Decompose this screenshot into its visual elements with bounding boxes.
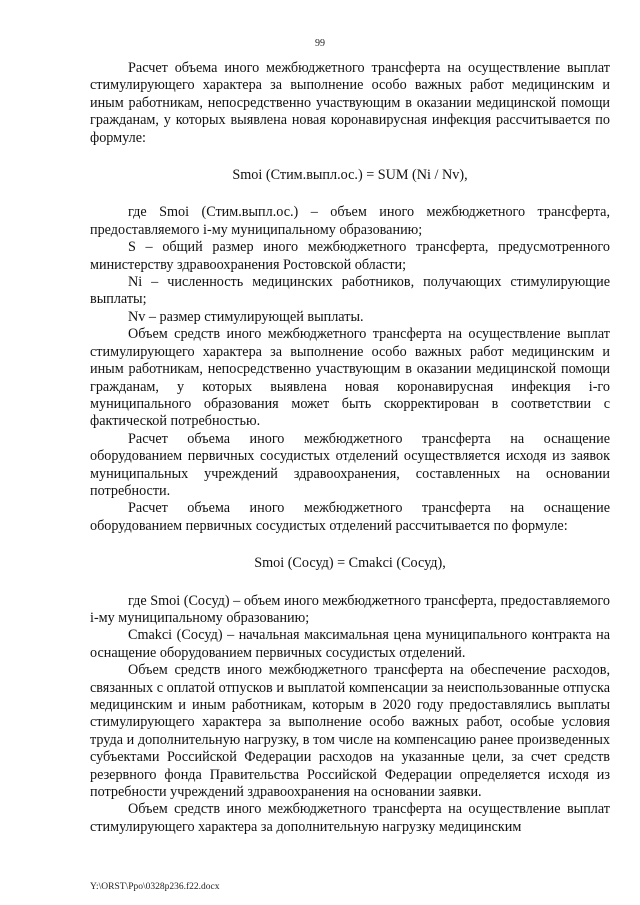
paragraph-definition-smoi-2: где Smoi (Сосуд) – объем иного межбюджетного трансферта, предоставляемого i-му муниципальному образованию; [90,592,610,626]
page-number: 99 [315,38,325,49]
footer-file-path: Y:\ORST\Ppo\0328p236.f22.docx [90,882,220,892]
paragraph-equipment-basis: Расчет объема иного межбюджетного трансферта на оснащение оборудованием первичных сосудистых отделений осуществляется исходя из заявок муниципальных учреждений здравоохранения, составленных на основании потребности. [90,430,610,499]
paragraph-correction: Объем средств иного межбюджетного трансферта на осуществление выплат стимулирующего характера за выполнение особо важных работ медицинским и иным работникам, непосредственно участвующим в оказании медицинской помощи гражданам, у которых выявлена новая коронавирусная инфекция i-го муниципального образования может быть скорректирован в соответствии с фактической потребностью. [90,326,610,430]
formula-vascular: Smoi (Сосуд) = Cmakci (Сосуд), [254,555,446,572]
paragraph-formula-intro-1: Расчет объема иного межбюджетного трансферта на осуществление выплат стимулирующего характера за выполнение особо важных работ медицинским и иным работникам, непосредственно участвующим в оказании медицинской помощи гражданам, у которых выявлена новая коронавирусная инфекция рассчитывается по формуле: [90,60,610,146]
paragraph-definition-nv: Nv – размер стимулирующей выплаты. [128,308,364,325]
paragraph-formula-intro-2: Расчет объема иного межбюджетного трансферта на оснащение оборудованием первичных сосудистых отделений рассчитывается по формуле: [90,500,610,534]
paragraph-vacation-compensation: Объем средств иного межбюджетного трансферта на обеспечение расходов, связанных с оплатой отпусков и выплатой компенсации за неиспользованные отпуска медицинским и иным работникам, которым в 2020 году предоставлялись выплаты стимулирующего характера за выполнение особо важных работ, особые условия труда и дополнительную нагрузку, в том числе на компенсацию ранее произведенных субъектами Российской Федерации расходов на указанные цели, за счет средств резервного фонда Правительства Российской Федерации определяется исходя из потребности учреждений здравоохранения на основании заявки. [90,662,610,801]
document-body [90,60,610,836]
paragraph-definition-smoi: где Smoi (Стим.выпл.ос.) – объем иного межбюджетного трансферта, предоставляемого i-му муниципальному образованию; [90,204,610,238]
paragraph-additional-load: Объем средств иного межбюджетного трансферта на осуществление выплат стимулирующего характера за дополнительную нагрузку медицинским [90,801,610,835]
paragraph-definition-cmakci: Cmakci (Сосуд) – начальная максимальная цена муниципального контракта на оснащение оборудованием первичных сосудистых отделений. [90,627,610,661]
paragraph-definition-s: S – общий размер иного межбюджетного трансферта, предусмотренного министерству здравоохранения Ростовской области; [90,239,610,273]
paragraph-definition-ni: Ni – численность медицинских работников, получающих стимулирующие выплаты; [90,274,610,308]
formula-stimulus: Smoi (Стим.выпл.ос.) = SUM (Ni / Nv), [232,167,468,184]
